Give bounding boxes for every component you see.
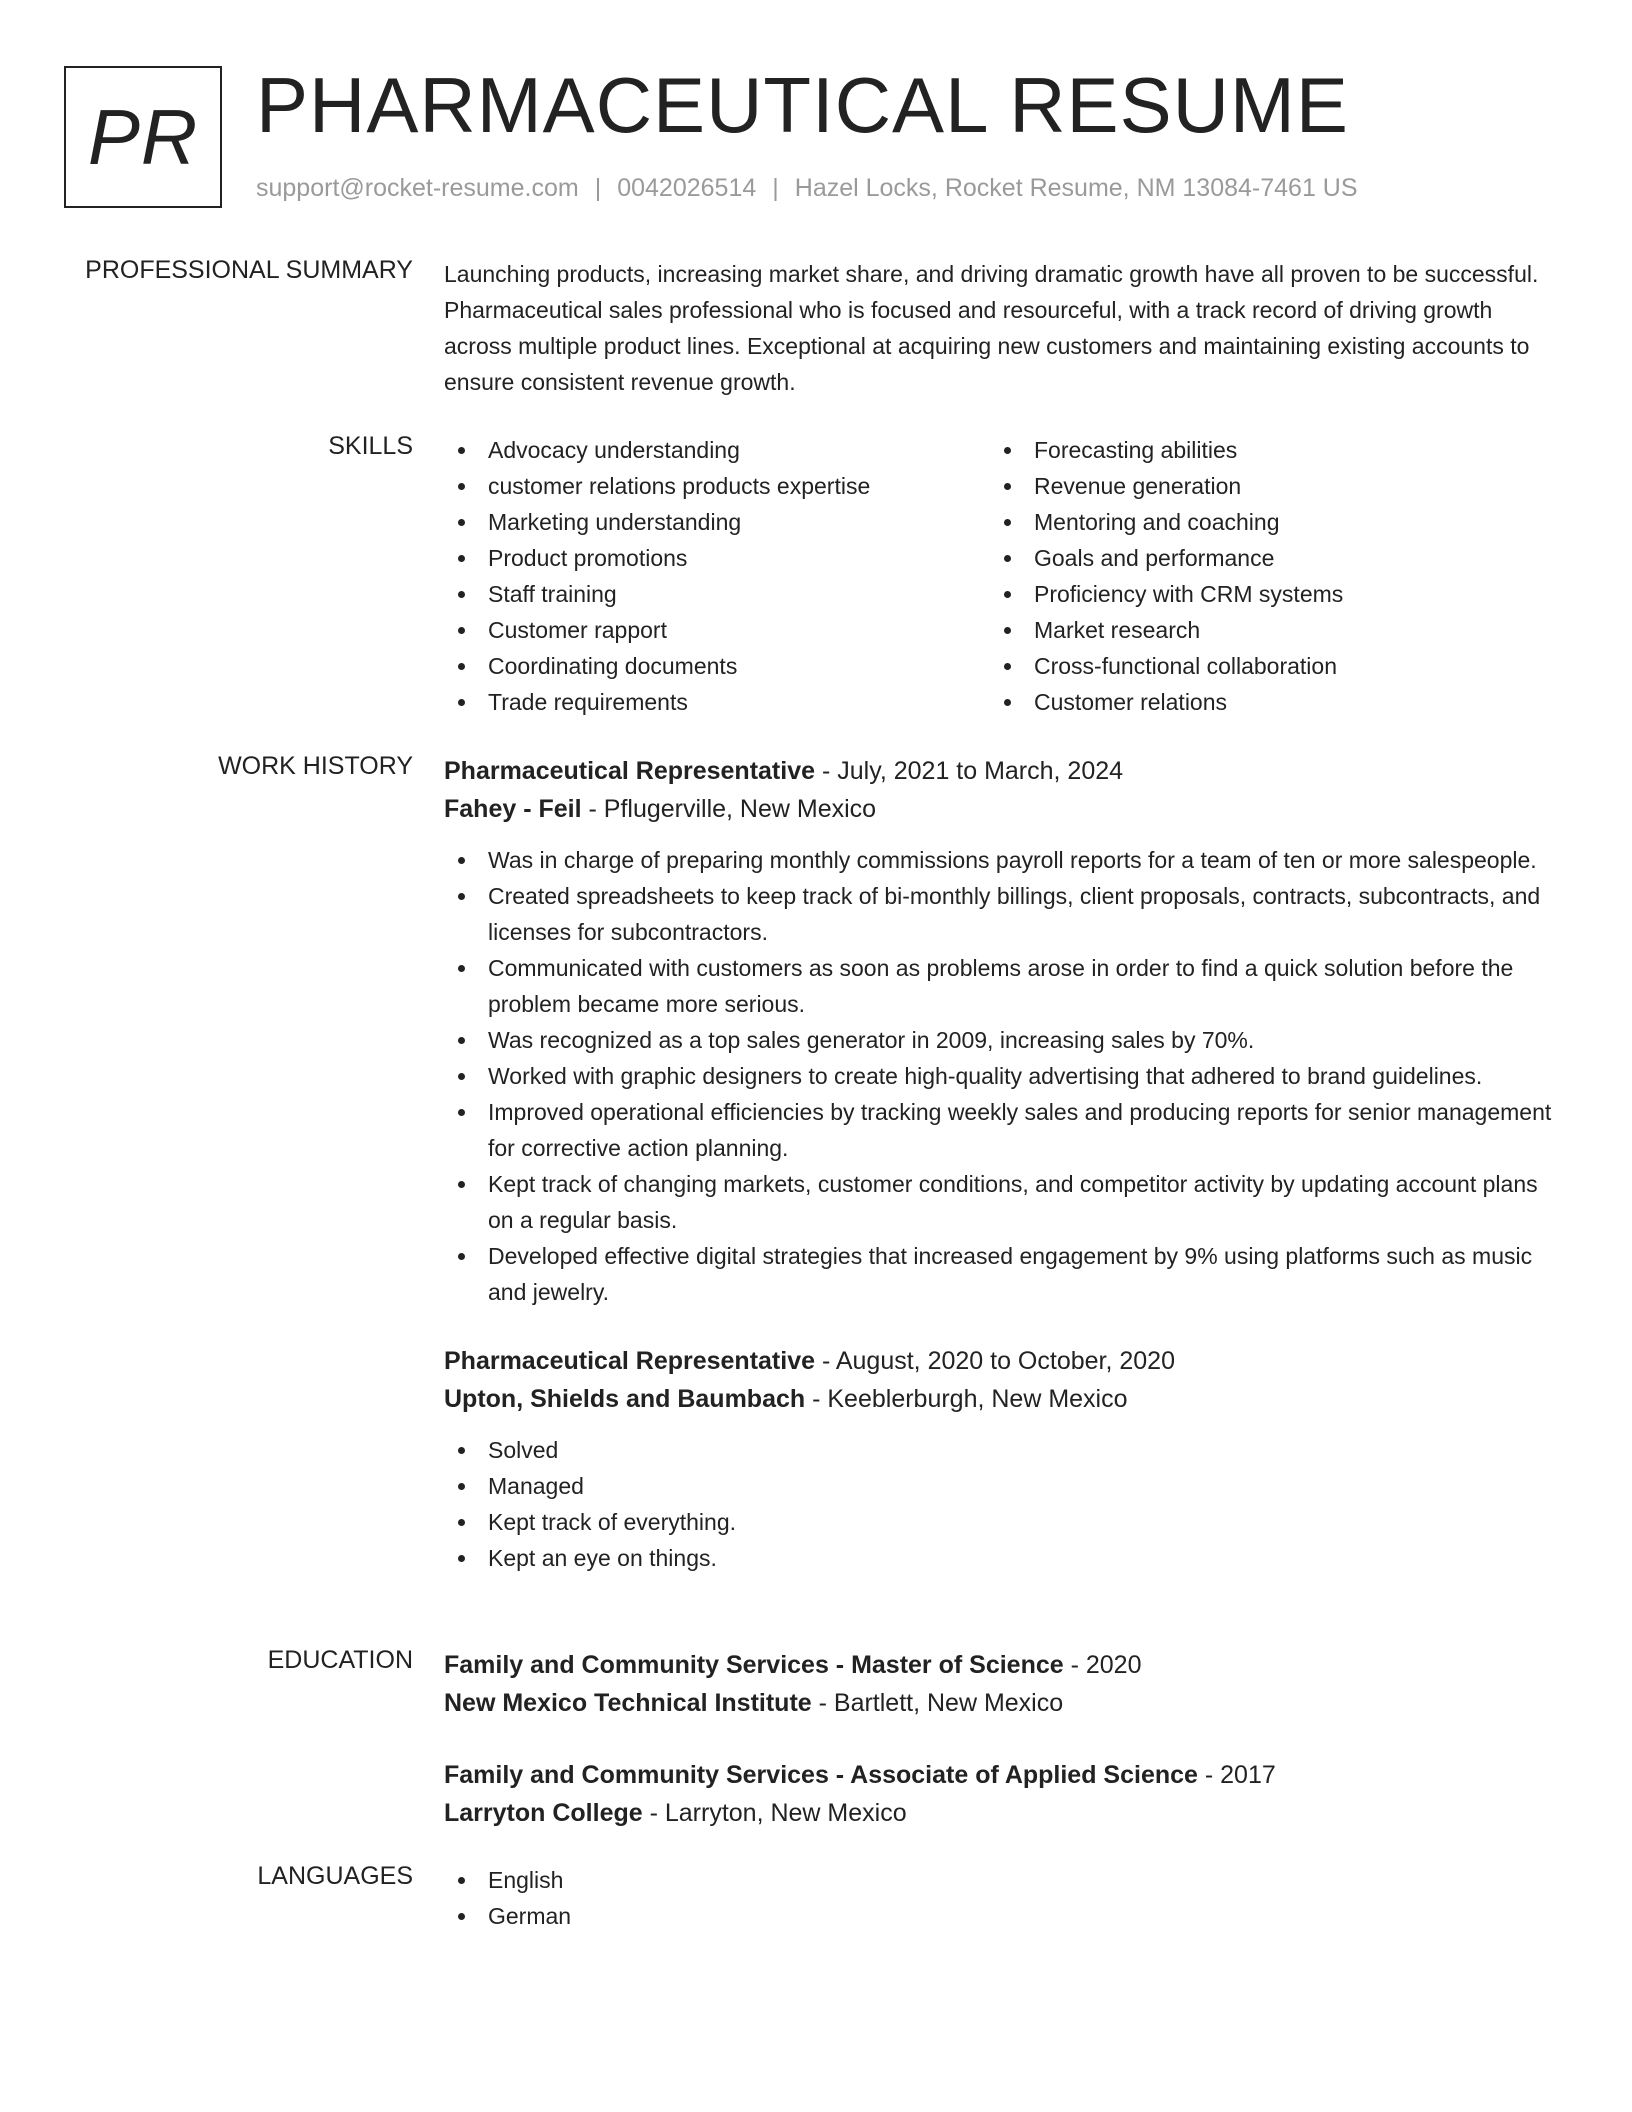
- contact-phone[interactable]: 0042026514: [617, 174, 757, 202]
- section-label-summary: PROFESSIONAL SUMMARY: [85, 256, 413, 284]
- job-title: Pharmaceutical Representative: [444, 757, 816, 785]
- skill-item: customer relations products expertise: [444, 468, 990, 504]
- section-label-work: WORK HISTORY: [218, 752, 413, 780]
- job-bullet: Solved: [444, 1432, 1560, 1468]
- job-bullets: [444, 1432, 1560, 1576]
- skill-item: Coordinating documents: [444, 648, 990, 684]
- job-bullet: Was in charge of preparing monthly commissions payroll reports for a team of ten or more salespeople.: [444, 842, 1560, 878]
- skill-item: Advocacy understanding: [444, 432, 990, 468]
- job-company-line: [444, 790, 1560, 828]
- skill-item: Revenue generation: [990, 468, 1536, 504]
- education-location: - Bartlett, New Mexico: [811, 1689, 1064, 1717]
- job-dates: - August, 2020 to October, 2020: [815, 1347, 1175, 1375]
- skill-item: Cross-functional collaboration: [990, 648, 1536, 684]
- skill-item: Customer rapport: [444, 612, 990, 648]
- skill-item: Proficiency with CRM systems: [990, 576, 1536, 612]
- contact-email[interactable]: support@rocket-resume.com: [256, 174, 579, 202]
- languages-list: [444, 1862, 1560, 1934]
- skill-item: Marketing understanding: [444, 504, 990, 540]
- job-dates: - July, 2021 to March, 2024: [815, 757, 1124, 785]
- work-history-body: [444, 752, 1560, 1576]
- education-body: [444, 1646, 1560, 1832]
- section-label-education: EDUCATION: [267, 1646, 413, 1674]
- education-entry: [444, 1756, 1560, 1832]
- job-company: Fahey - Feil: [444, 795, 582, 823]
- languages-body: [444, 1862, 1560, 1934]
- education-year: - 2017: [1197, 1761, 1276, 1789]
- job-company: Upton, Shields and Baumbach: [444, 1385, 806, 1413]
- job-bullet: Was recognized as a top sales generator in 2009, increasing sales by 70%.: [444, 1022, 1560, 1058]
- contact-line: [256, 174, 1358, 203]
- job-location: - Keeblerburgh, New Mexico: [805, 1385, 1128, 1413]
- skill-item: Mentoring and coaching: [990, 504, 1536, 540]
- skill-item: Goals and performance: [990, 540, 1536, 576]
- job-title-line: [444, 1342, 1560, 1380]
- skills-list-left: [444, 432, 990, 720]
- education-school-line: [444, 1684, 1560, 1722]
- section-label-skills: SKILLS: [328, 432, 413, 460]
- education-degree-line: [444, 1646, 1560, 1684]
- education-year: - 2020: [1063, 1651, 1142, 1679]
- skill-item: Trade requirements: [444, 684, 990, 720]
- job-bullets: [444, 842, 1560, 1310]
- job-title: Pharmaceutical Representative: [444, 1347, 816, 1375]
- language-item: German: [444, 1898, 1560, 1934]
- job-bullet: Improved operational efficiencies by tracking weekly sales and producing reports for senior management for corrective action planning.: [444, 1094, 1560, 1166]
- education-school-line: [444, 1794, 1560, 1832]
- job-title-line: [444, 752, 1560, 790]
- contact-separator: |: [772, 174, 779, 202]
- skill-item: Customer relations: [990, 684, 1536, 720]
- education-school: Larryton College: [444, 1799, 643, 1827]
- job-entry: [444, 1342, 1560, 1576]
- contact-separator: |: [594, 174, 602, 202]
- education-degree: Family and Community Services - Master of Science: [444, 1651, 1064, 1679]
- job-bullet: Kept track of changing markets, customer conditions, and competitor activity by updating account plans on a regular basis.: [444, 1166, 1560, 1238]
- job-bullet: Kept an eye on things.: [444, 1540, 1560, 1576]
- resume-title: PHARMACEUTICAL RESUME: [256, 61, 1349, 149]
- monogram-logo: PR: [64, 66, 222, 208]
- education-degree-line: [444, 1756, 1560, 1794]
- contact-address: Hazel Locks, Rocket Resume, NM 13084-7461 US: [794, 174, 1358, 202]
- skills-columns: [444, 432, 1560, 720]
- job-bullet: Created spreadsheets to keep track of bi-monthly billings, client proposals, contracts, subcontracts, and licenses for subcontractors.: [444, 878, 1560, 950]
- job-bullet: Developed effective digital strategies that increased engagement by 9% using platforms such as music and jewelry.: [444, 1238, 1560, 1310]
- job-bullet: Managed: [444, 1468, 1560, 1504]
- skill-item: Product promotions: [444, 540, 990, 576]
- language-item: English: [444, 1862, 1560, 1898]
- education-degree: Family and Community Services - Associate of Applied Science: [444, 1761, 1198, 1789]
- skill-item: Staff training: [444, 576, 990, 612]
- education-entry: [444, 1646, 1560, 1722]
- skill-item: Market research: [990, 612, 1536, 648]
- job-bullet: Worked with graphic designers to create high-quality advertising that adhered to brand guidelines.: [444, 1058, 1560, 1094]
- education-location: - Larryton, New Mexico: [642, 1799, 907, 1827]
- job-entry: [444, 752, 1560, 1310]
- job-company-line: [444, 1380, 1560, 1418]
- summary-text: Launching products, increasing market share, and driving dramatic growth have all proven to be successful. Pharmaceutical sales professional who is focused and resourceful, with a track record of driving growth across multiple product lines. Exceptional at acquiring new customers and maintaining existing accounts to ensure consistent revenue growth.: [444, 261, 1539, 395]
- job-bullet: Communicated with customers as soon as problems arose in order to find a quick solution before the problem became more serious.: [444, 950, 1560, 1022]
- education-school: New Mexico Technical Institute: [444, 1689, 812, 1717]
- job-bullet: Kept track of everything.: [444, 1504, 1560, 1540]
- skills-list-right: [990, 432, 1536, 720]
- section-label-languages: LANGUAGES: [257, 1862, 413, 1890]
- job-location: - Pflugerville, New Mexico: [581, 795, 877, 823]
- skill-item: Forecasting abilities: [990, 432, 1536, 468]
